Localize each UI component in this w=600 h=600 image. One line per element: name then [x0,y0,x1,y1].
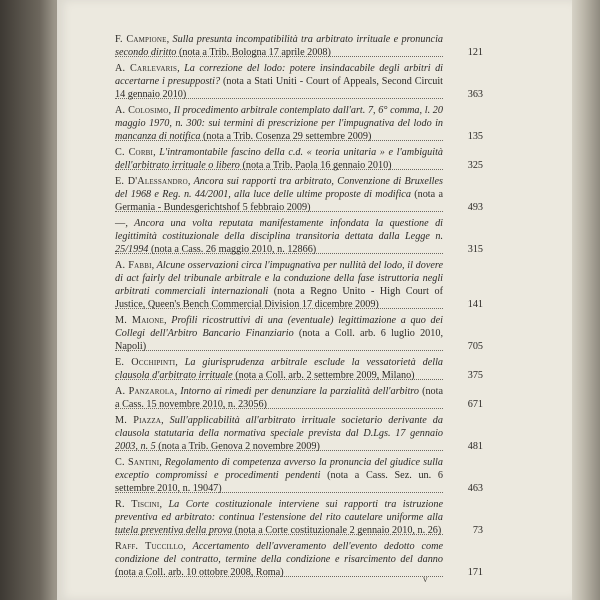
entry-title: , Intorno ai rimedi per denunziare la parzialità dell'arbitro [174,386,419,397]
entry-author: E. D'Alessandro [115,176,188,187]
index-entry [115,385,483,410]
entry-note: (nota a Stati Uniti - Court of Appeals, Second Circuit 14 gennaio 2010) [115,76,443,100]
entry-author: C. Corbi [115,147,154,158]
entry-note: (nota a Corte costituzionale 2 gennaio 2010, n. 26) [232,525,442,536]
entry-note: (nota a Cass. 26 maggio 2010, n. 12866) [148,244,317,255]
entry-author: M. Maione [115,315,164,326]
entry-note: (nota a Cass. 15 novembre 2010, n. 23056) [115,386,443,410]
entry-page-number: 481 [467,441,483,452]
page-number: v [423,574,428,584]
entry-page-number: 493 [467,202,483,213]
entry-author: A. Colosimo [115,105,169,116]
book-spine-shadow [0,0,57,600]
entry-title: , Il procedimento arbitrale contemplato dall'art. 7, 6° comma, l. 20 maggio 1970, n. 300: sui termini di prescrizione per l'impugnativa del lodo in mancanza di notifica [115,105,443,142]
entry-note: (nota a Germania - Bundesgerichtshof 5 febbraio 2009) [115,189,443,213]
index-entry [115,314,483,352]
page-edge [572,0,600,600]
entry-title: , Ancora una volta reputata manifestamente infondata la questione di legittimità costituzionale della disciplina transitoria dettata dalla Legge n. 25/1994 [115,218,443,255]
entry-note: (nota a Regno Unito - High Court of Justice, Queen's Bench Commercial Division 17 dicembre 2009) [115,286,443,310]
entry-title: , Accertamento dell'avveramento dell'evento dedotto come condizione del contratto, termine della condizione e risarcimento del danno [115,541,443,565]
entry-page-number: 375 [467,370,483,381]
dot-leader [115,350,443,351]
index-entry [115,498,483,536]
index-entry [115,104,483,142]
entry-author: A. Panzarola [115,386,175,397]
entry-author: A. Fabbi [115,260,152,271]
index-entry [115,175,483,213]
index-entry [115,414,483,452]
entry-note: (nota a Cass. Sez. un. 6 settembre 2010, n. 19047) [115,470,443,494]
entry-title: , La giurisprudenza arbitrale esclude la vessatorietà della clausola d'arbitrato irrituale [115,357,443,381]
entry-page-number: 705 [467,341,483,352]
entry-page-number: 671 [467,399,483,410]
index-entry [115,356,483,381]
entry-note: (nota a Trib. Paola 16 gennaio 2010) [239,160,392,171]
index-entry [115,456,483,494]
entry-author: A. Carlevaris [115,63,178,74]
entry-note: (nota a Trib. Cosenza 29 settembre 2009) [200,131,372,142]
entry-page-number: 315 [467,244,483,255]
entry-note: (nota a Coll. arb. 2 settembre 2009, Milano) [232,370,415,381]
entry-page-number: 135 [467,131,483,142]
entry-author: Raff. Tuccillo [115,541,184,552]
index-entry [115,33,483,58]
entry-author: R. Tiscini [115,499,160,510]
entry-page-number: 325 [467,160,483,171]
entry-author: — [115,218,126,229]
entry-author: E. Occhipinti [115,357,176,368]
entry-note: (nota a Coll. arb. 10 ottobre 2008, Roma) [115,567,284,578]
entry-page-number: 73 [472,525,483,536]
entry-title: , Regolamento di competenza avverso la pronuncia del giudice sulla exceptio compromissi e procedimenti pendenti [115,457,443,481]
entry-title: , Profili ricostruttivi di una (eventuale) legittimazione a quo dei Collegi dell'Arbitro Bancario Finanziario [115,315,443,339]
entry-title: , L'intramontabile fascino della c.d. « teoria unitaria » e l'ambiguità dell'arbitrato irrituale o libero [115,147,443,171]
entry-title: , La correzione del lodo: potere insindacabile degli arbitri di accertarne i presupposti? [115,63,443,87]
index-list [115,33,483,582]
index-entry [115,146,483,171]
index-entry [115,217,483,255]
entry-page-number: 121 [467,47,483,58]
entry-title: , Alcune osservazioni circa l'impugnativa per nullità del lodo, il dovere di act fairly del tribunale arbitrale e la conduzione della fase istruttoria negli arbitrati commerciali internazionali [115,260,443,297]
index-entry [115,259,483,310]
entry-note: (nota a Trib. Bologna 17 aprile 2008) [176,47,331,58]
entry-page-number: 363 [467,89,483,100]
entry-author: F. Campione [115,34,167,45]
entry-note: (nota a Coll. arb. 6 luglio 2010, Napoli) [115,328,443,352]
entry-page-number: 141 [467,299,483,310]
index-entry [115,62,483,100]
entry-title: , Ancora sui rapporti tra arbitrato, Convenzione di Bruxelles del 1968 e Reg. n. 44/2001, alla luce delle ultime proposte di modifica [115,176,443,200]
entry-page-number: 463 [467,483,483,494]
index-entry [115,540,483,578]
entry-page-number: 171 [467,567,483,578]
entry-title: , Sulla presunta incompatibilità tra arbitrato irrituale e pronuncia secondo diritto [115,34,444,58]
entry-author: M. Piazza [115,415,162,426]
entry-title: , La Corte costituzionale interviene sui rapporti tra istruzione preventiva ed arbitrato: continua l'estensione del rito cautelare uniforme alla tutela preventiva della prova [115,499,443,536]
entry-note: (nota a Trib. Genova 2 novembre 2009) [155,441,320,452]
entry-author: C. Santini [115,457,160,468]
entry-title: , Sull'applicabilità all'arbitrato irrituale societario derivante da clausola statutaria della normativa speciale prevista dal D.Lgs. 17 gennaio 2003, n. 5 [115,415,443,452]
